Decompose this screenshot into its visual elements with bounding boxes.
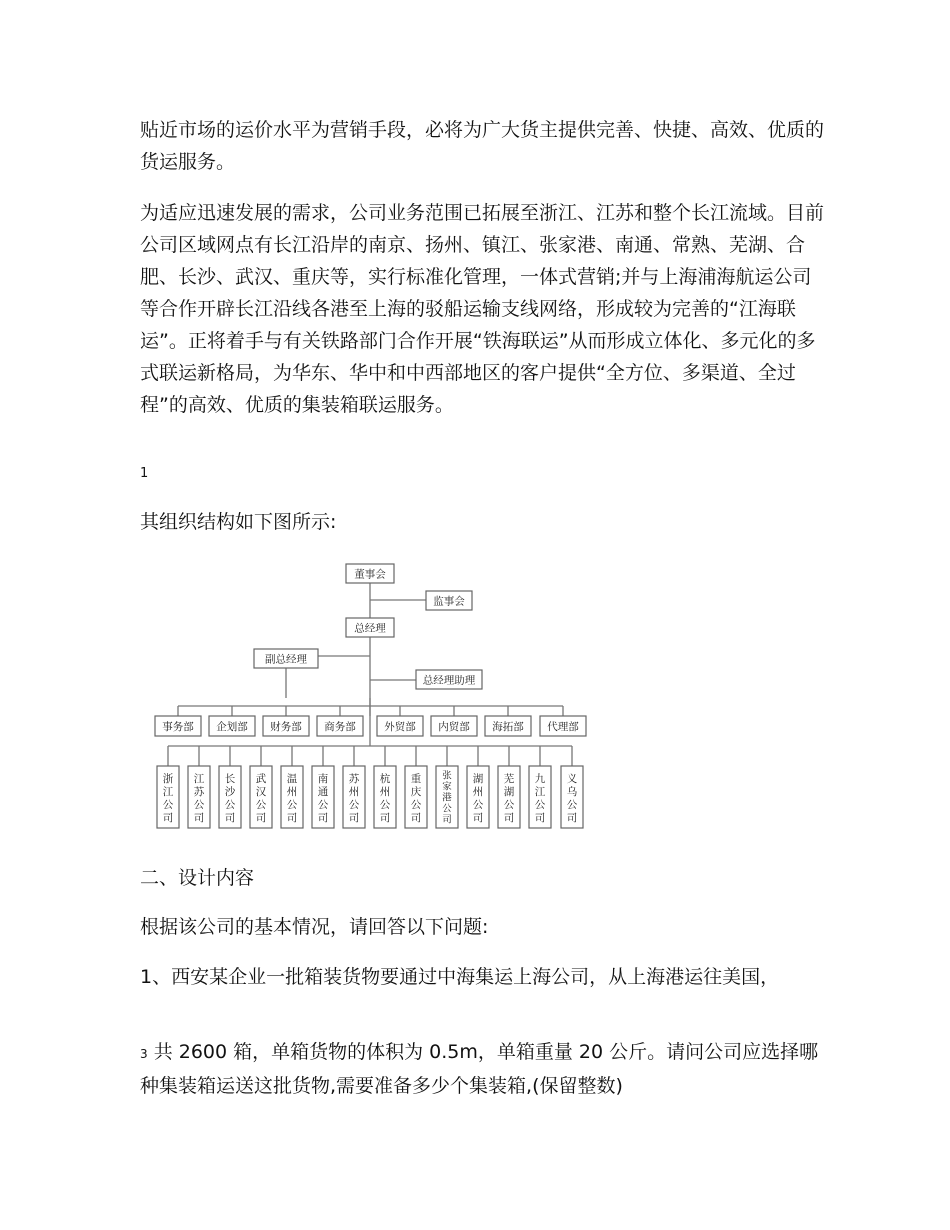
svg-text:九: 九 <box>534 773 546 785</box>
org-company-12 <box>529 766 551 828</box>
svg-text:庆: 庆 <box>410 786 422 798</box>
org-node-board <box>346 564 394 583</box>
svg-text:司: 司 <box>193 812 205 824</box>
org-node-general-manager <box>346 618 394 637</box>
svg-text:司: 司 <box>472 812 484 824</box>
org-department-5 <box>431 716 477 736</box>
svg-text:南: 南 <box>317 773 329 785</box>
svg-text:监事会: 监事会 <box>433 595 465 608</box>
org-company-5 <box>312 766 334 828</box>
svg-text:州: 州 <box>348 786 360 798</box>
svg-text:乌: 乌 <box>566 786 578 798</box>
org-department-4 <box>377 716 423 736</box>
question-1-line-1: 1、西安某企业一批箱装货物要通过中海集运上海公司，从上海港运往美国， <box>140 966 780 988</box>
svg-text:代理部: 代理部 <box>547 721 579 733</box>
svg-text:公: 公 <box>410 799 422 811</box>
svg-text:江: 江 <box>534 786 546 798</box>
svg-text:司: 司 <box>503 812 515 824</box>
svg-text:企划部: 企划部 <box>216 721 248 733</box>
org-company-1 <box>188 766 210 828</box>
svg-text:沙: 沙 <box>224 786 236 798</box>
svg-text:苏: 苏 <box>193 786 205 798</box>
org-chart-intro: 其组织结构如下图所示: <box>140 511 337 533</box>
svg-text:公: 公 <box>472 799 484 811</box>
org-node-supervisory <box>426 591 472 610</box>
svg-text:司: 司 <box>442 814 452 826</box>
svg-text:司: 司 <box>566 812 578 824</box>
org-company-8 <box>405 766 427 828</box>
org-node-gm-assistant <box>416 670 482 689</box>
org-department-3 <box>317 716 363 736</box>
svg-text:汉: 汉 <box>255 786 267 798</box>
svg-text:张: 张 <box>442 770 452 782</box>
svg-text:内贸部: 内贸部 <box>438 721 470 733</box>
org-company-11 <box>498 766 520 828</box>
svg-text:司: 司 <box>410 812 422 824</box>
svg-text:司: 司 <box>317 812 329 824</box>
org-department-7 <box>540 716 586 736</box>
org-company-13 <box>561 766 583 828</box>
svg-text:浙: 浙 <box>162 773 174 785</box>
svg-text:总经理: 总经理 <box>354 622 386 635</box>
org-company-3 <box>250 766 272 828</box>
svg-text:州: 州 <box>472 786 484 798</box>
org-node-deputy-gm <box>254 649 318 668</box>
svg-text:总经理助理: 总经理助理 <box>422 674 476 687</box>
question-1-line-2 <box>140 1036 830 1102</box>
svg-text:苏: 苏 <box>348 773 360 785</box>
svg-text:司: 司 <box>224 812 236 824</box>
svg-text:公: 公 <box>503 799 515 811</box>
svg-text:重: 重 <box>410 773 422 785</box>
svg-text:温: 温 <box>286 773 298 785</box>
svg-text:公: 公 <box>193 799 205 811</box>
svg-text:通: 通 <box>317 786 329 798</box>
section-heading: 二、设计内容 <box>140 867 255 889</box>
svg-text:公: 公 <box>348 799 360 811</box>
footnote-number: 1 <box>140 466 149 481</box>
question-intro: 根据该公司的基本情况，请回答以下问题: <box>140 916 489 938</box>
svg-text:公: 公 <box>162 799 174 811</box>
svg-text:公: 公 <box>317 799 329 811</box>
svg-text:公: 公 <box>442 803 452 815</box>
paragraph-marketing: 贴近市场的运价水平为营销手段，必将为广大货主提供完善、快捷、高效、优质的货运服务。 <box>140 119 825 173</box>
svg-text:州: 州 <box>286 786 298 798</box>
svg-text:外贸部: 外贸部 <box>384 721 416 733</box>
svg-text:司: 司 <box>286 812 298 824</box>
svg-text:湖: 湖 <box>472 773 484 785</box>
svg-text:司: 司 <box>348 812 360 824</box>
svg-text:家: 家 <box>442 781 452 793</box>
svg-text:事务部: 事务部 <box>162 721 194 733</box>
svg-text:杭: 杭 <box>379 773 391 785</box>
svg-text:司: 司 <box>162 812 174 824</box>
svg-text:州: 州 <box>379 786 391 798</box>
svg-text:公: 公 <box>534 799 546 811</box>
svg-text:司: 司 <box>379 812 391 824</box>
svg-text:芜: 芜 <box>503 773 515 785</box>
svg-text:港: 港 <box>442 792 452 804</box>
svg-text:公: 公 <box>286 799 298 811</box>
org-company-row <box>157 766 583 828</box>
svg-text:公: 公 <box>224 799 236 811</box>
org-company-9 <box>436 766 458 828</box>
org-company-0 <box>157 766 179 828</box>
svg-text:副总经理: 副总经理 <box>265 653 307 666</box>
svg-text:商务部: 商务部 <box>324 721 356 733</box>
org-company-10 <box>467 766 489 828</box>
org-department-1 <box>209 716 255 736</box>
svg-text:公: 公 <box>566 799 578 811</box>
svg-text:武: 武 <box>255 773 267 785</box>
org-company-7 <box>374 766 396 828</box>
svg-text:湖: 湖 <box>503 786 515 798</box>
org-company-2 <box>219 766 241 828</box>
question-1-superscript: 3 <box>140 1047 148 1061</box>
svg-text:海拓部: 海拓部 <box>492 721 524 733</box>
org-chart-connectors <box>168 583 572 766</box>
paragraph-business-scope: 为适应迅速发展的需求，公司业务范围已拓展至浙江、江苏和整个长江流域。目前公司区域网点有长江沿岸的南京、扬州、镇江、张家港、南通、常熟、芜湖、合肥、长沙、武汉、重庆等，实行标准化管理，一体式营销;并与上海浦海航运公司等合作开辟长江沿线各港至上海的驳船运输支线网络，形成较为完善的“江海联运”。正将着手与有关铁路部门合作开展“铁海联运”从而形成立体化、多元化的多式联运新格局，为华东、华中和中西部地区的客户提供“全方位、多渠道、全过程”的高效、优质的集装箱联运服务。 <box>140 202 825 416</box>
org-chart <box>148 558 593 838</box>
org-company-4 <box>281 766 303 828</box>
svg-text:长: 长 <box>224 773 236 785</box>
org-company-6 <box>343 766 365 828</box>
svg-text:义: 义 <box>566 773 578 785</box>
svg-text:江: 江 <box>162 786 174 798</box>
svg-text:公: 公 <box>255 799 267 811</box>
svg-text:江: 江 <box>193 773 205 785</box>
svg-text:司: 司 <box>534 812 546 824</box>
svg-text:司: 司 <box>255 812 267 824</box>
svg-text:公: 公 <box>379 799 391 811</box>
org-department-2 <box>263 716 309 736</box>
svg-text:财务部: 财务部 <box>270 721 302 733</box>
question-1-text: 共 2600 箱，单箱货物的体积为 0.5m，单箱重量 20 公斤。请问公司应选择哪种集装箱运送这批货物,需要准备多少个集装箱,(保留整数) <box>140 1041 819 1097</box>
org-department-6 <box>485 716 531 736</box>
svg-text:董事会: 董事会 <box>354 568 386 581</box>
org-department-0 <box>155 716 201 736</box>
